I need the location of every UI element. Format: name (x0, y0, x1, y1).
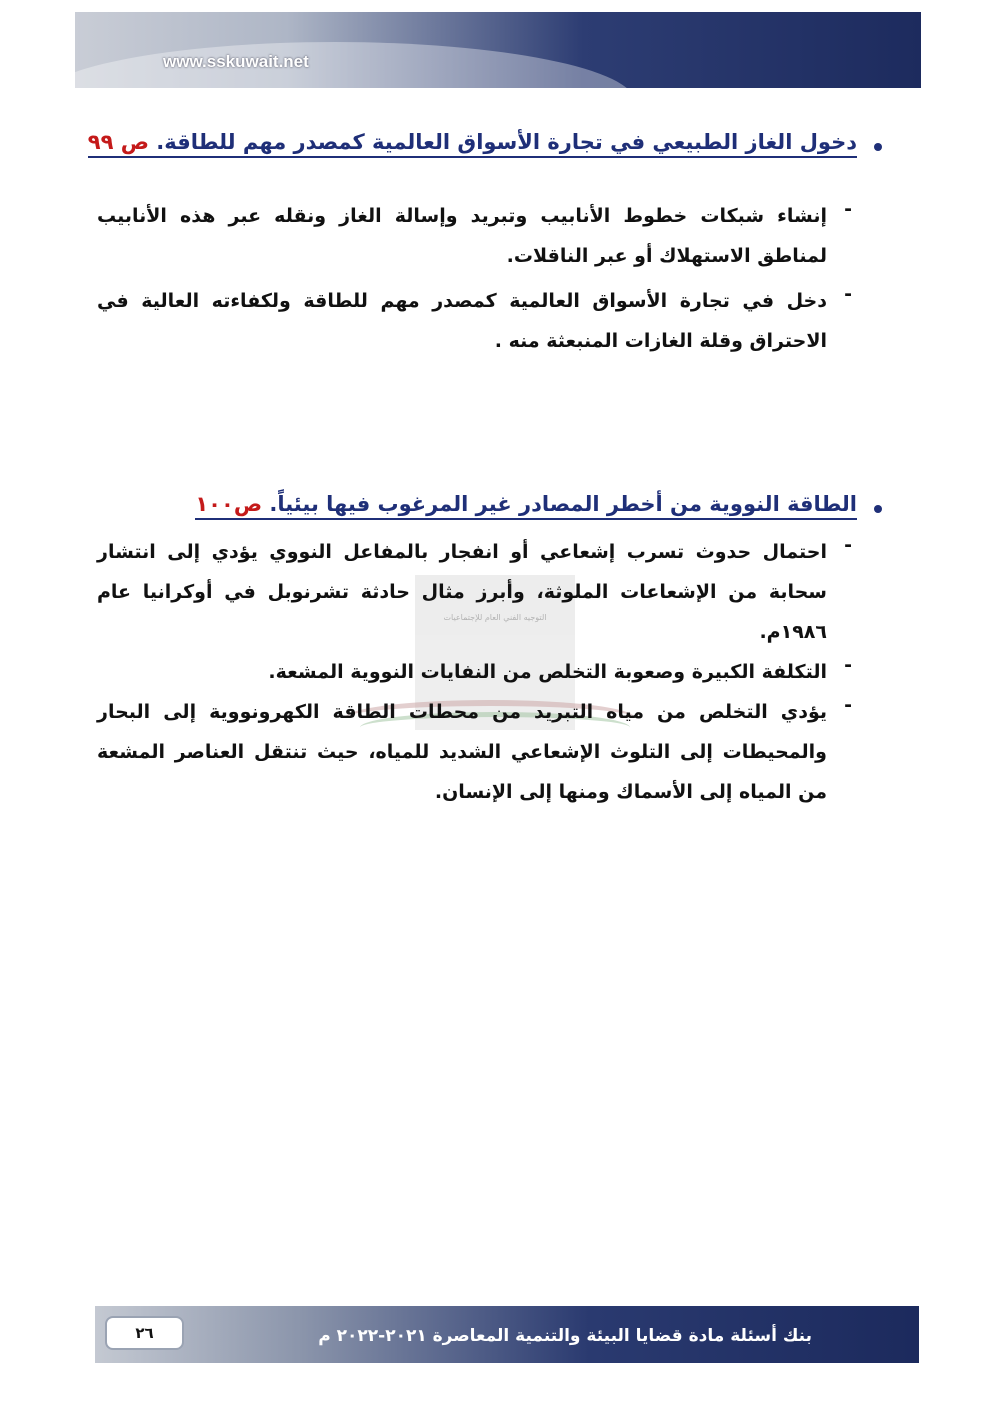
dash-icon: - (844, 654, 852, 676)
dash-icon: - (844, 198, 852, 220)
list-item: يؤدي التخلص من مياه التبريد من محطات الطاقة الكهرونووية إلى البحار والمحيطات إلى التلوث الإشعاعي الشديد للمياه، حيث تنتقل العناصر المشعة من المياه إلى الأسماك ومنها إلى الإنسان. (97, 701, 827, 803)
bullet-icon (874, 505, 882, 513)
header-banner (75, 12, 921, 88)
list-item: احتمال حدوث تسرب إشعاعي أو انفجار بالمفاعل النووي يؤدي إلى انتشار سحابة من الإشعاعات الملوثة، وأبرز مثال حادثة تشرنوبل في أوكرانيا عام ١٩٨٦م. (97, 541, 827, 643)
section-heading (195, 492, 857, 520)
section-heading (88, 130, 857, 158)
list-item: التكلفة الكبيرة وصعوبة التخلص من النفايات النووية المشعة. (268, 661, 827, 683)
dash-icon: - (844, 283, 852, 305)
page-number: ٢٦ (105, 1316, 184, 1350)
bullet-icon (874, 143, 882, 151)
page-reference: ص ٩٩ (87, 130, 149, 154)
heading-text: الطاقة النووية من أخطر المصادر غير المرغوب فيها بيئياً. (269, 492, 857, 516)
list-item: إنشاء شبكات خطوط الأنابيب وتبريد وإسالة الغاز ونقله عبر هذه الأنابيب لمناطق الاستهلاك أو عبر الناقلات. (97, 205, 827, 267)
list-item: دخل في تجارة الأسواق العالمية كمصدر مهم للطاقة ولكفاءته العالية في الاحتراق وقلة الغازات المنبعثة منه . (97, 290, 827, 352)
site-url[interactable]: www.sskuwait.net (163, 52, 309, 71)
page-reference: ص١٠٠ (195, 492, 263, 516)
footer-title: بنك أسئلة مادة قضايا البيئة والتنمية المعاصرة ٢٠٢١-٢٠٢٢ م (318, 1326, 812, 1346)
watermark-text: التوجيه الفني العام للإجتماعيات (443, 613, 547, 622)
heading-text: دخول الغاز الطبيعي في تجارة الأسواق العالمية كمصدر مهم للطاقة. (156, 130, 857, 154)
dash-icon: - (844, 694, 852, 716)
dash-icon: - (844, 534, 852, 556)
